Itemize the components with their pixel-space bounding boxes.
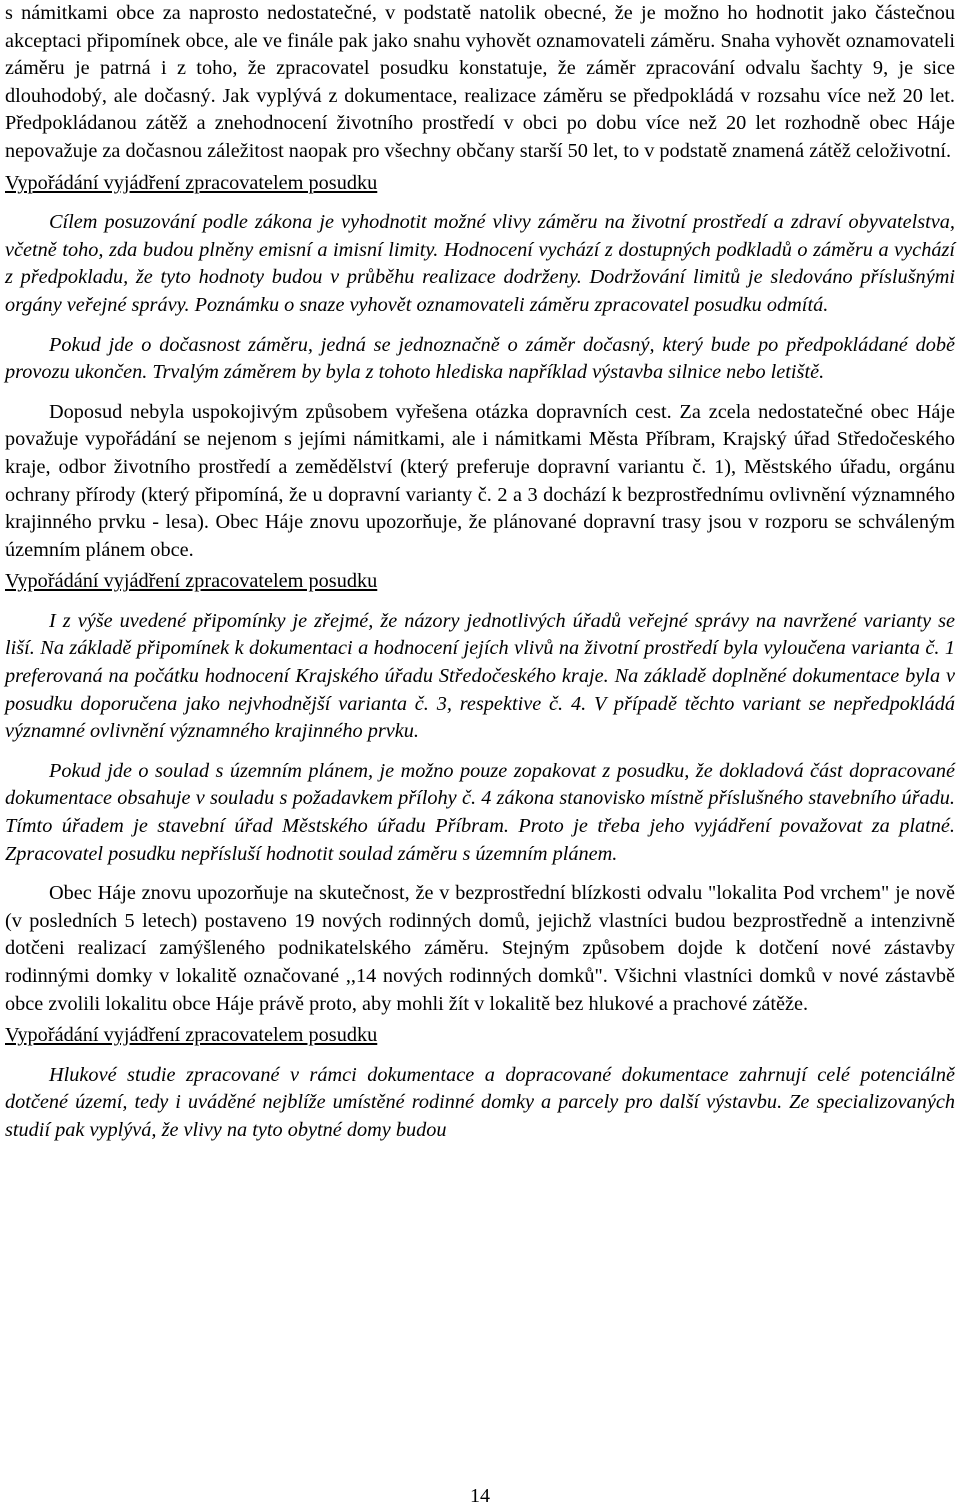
paragraph-objection-3: Obec Háje znovu upozorňuje na skutečnost, že v bezprostřední blízkosti odvalu "lokalita Pod vrchem" je nově (v posledních 5 letech) postaveno 19 nových rodinných domů, jejichž vlastníci budou bezprostředně a intenzivně dotčeni realizací zamýšleného podnikatelského záměru. Stejným způsobem dojde k dotčení nové zástavby rodinnými domky v lokalitě označované ,,14 nových rodinných domků". Všichni vlastníci domků v nové zástavbě obce zvolili lokalitu obce Háje právě proto, aby mohli žít v lokalitě bez hlukové a prachové zátěže. [5, 882, 955, 1015]
paragraph-response-3: Hlukové studie zpracované v rámci dokumentace a dopracované dokumentace zahrnují celé potenciálně dotčené území, tedy i uváděné nejblíže umístěné rodinné domky a parcely pro další výstavbu. Ze specializovaných studií pak vyplývá, že vlivy na tyto obytné domy budou [5, 1063, 955, 1141]
document-page [5, 0, 955, 1145]
paragraph-objection-1: s námitkami obce za naprosto nedostatečné, v podstatě natolik obecné, že je možno ho hodnotit jako částečnou akceptaci připomínek obce, ale ve finále pak jako snahu vyhovět oznamovateli záměru. Snaha vyhovět oznamovateli záměru je patrná i z toho, že zpracovatel posudku konstatuje, že záměr zpracování odvalu šachty 9, je sice dlouhodobý, ale dočasný. Jak vyplývá z dokumentace, realizace záměru se předpokládá v rozsahu více než 20 let. Předpokládanou zátěž a znehodnocení životního prostředí v obci po dobu více než 20 let rozhodně obec Háje nepovažuje za dočasnou záležitost naopak pro všechny občany starší 50 let, to v podstatě znamená zátěž celoživotní. [5, 2, 955, 162]
paragraph-response-1b: Pokud jde o dočasnost záměru, jedná se jednoznačně o záměr dočasný, který bude po předpokládané době provozu ukončen. Trvalým záměrem by byla z tohoto hlediska například výstavba silnice nebo letiště. [5, 333, 955, 384]
section-heading-response-1: Vypořádání vyjádření zpracovatelem posudku [5, 171, 378, 194]
paragraph-response-1a: Cílem posuzování podle zákona je vyhodnotit možné vlivy záměru na životní prostředí a zdraví obyvatelstva, včetně toho, zda budou plněny emisní a imisní limity. Hodnocení vychází z dostupných podkladů o záměru a vychází z předpokladu, že tyto hodnoty budou v průběhu realizace dodrženy. Dodržování limitů je sledováno příslušnými orgány veřejné správy. Poznámku o snaze vyhovět oznamovateli záměru zpracovatel posudku odmítá. [5, 211, 955, 316]
paragraph-response-2b: Pokud jde o soulad s územním plánem, je možno pouze zopakovat z posudku, že dokladová část dopracované dokumentace obsahuje v souladu s požadavkem přílohy č. 4 zákona stanovisko místně příslušného stavebního úřadu. Tímto úřadem je stavební úřad Městského úřadu Příbram. Proto je třeba jeho vyjádření považovat za platné. Zpracovatel posudku nepřísluší hodnotit soulad záměru s územním plánem. [5, 759, 955, 865]
paragraph-response-2a: I z výše uvedené připomínky je zřejmé, že názory jednotlivých úřadů veřejné správy na navržené varianty se liší. Na základě připomínek k dokumentaci a hodnocení jejích vlivů na životní prostředí byla vyloučena varianta č. 1 preferovaná na počátku hodnocení Krajského úřadu Středočeského kraje. Na základě doplněné dokumentace byla v posudku doporučena jako nejvhodnější varianta č. 3, respektive č. 4. V případě těchto variant se nepředpokládá významné ovlivnění významného krajinného prvku. [5, 609, 955, 743]
section-heading-response-2: Vypořádání vyjádření zpracovatelem posudku [5, 570, 378, 593]
section-heading-response-3: Vypořádání vyjádření zpracovatelem posudku [5, 1024, 378, 1047]
page-number: 14 [470, 1485, 490, 1507]
paragraph-objection-2: Doposud nebyla uspokojivým způsobem vyřešena otázka dopravních cest. Za zcela nedostatečné obec Háje považuje vypořádání se nejenom s jejími námitkami, ale i námitkami Města Příbram, Krajský úřad Středočeského kraje, odbor životního prostředí a zemědělství (který preferuje dopravní variantu č. 1), Městského úřadu, orgánu ochrany přírody (který připomíná, že u dopravní varianty č. 2 a 3 dochází k bezprostřednímu ovlivnění významného krajinného prvku - lesa). Obec Háje znovu upozorňuje, že plánované dopravní trasy jsou v rozporu se schváleným územním plánem obce. [5, 400, 955, 561]
